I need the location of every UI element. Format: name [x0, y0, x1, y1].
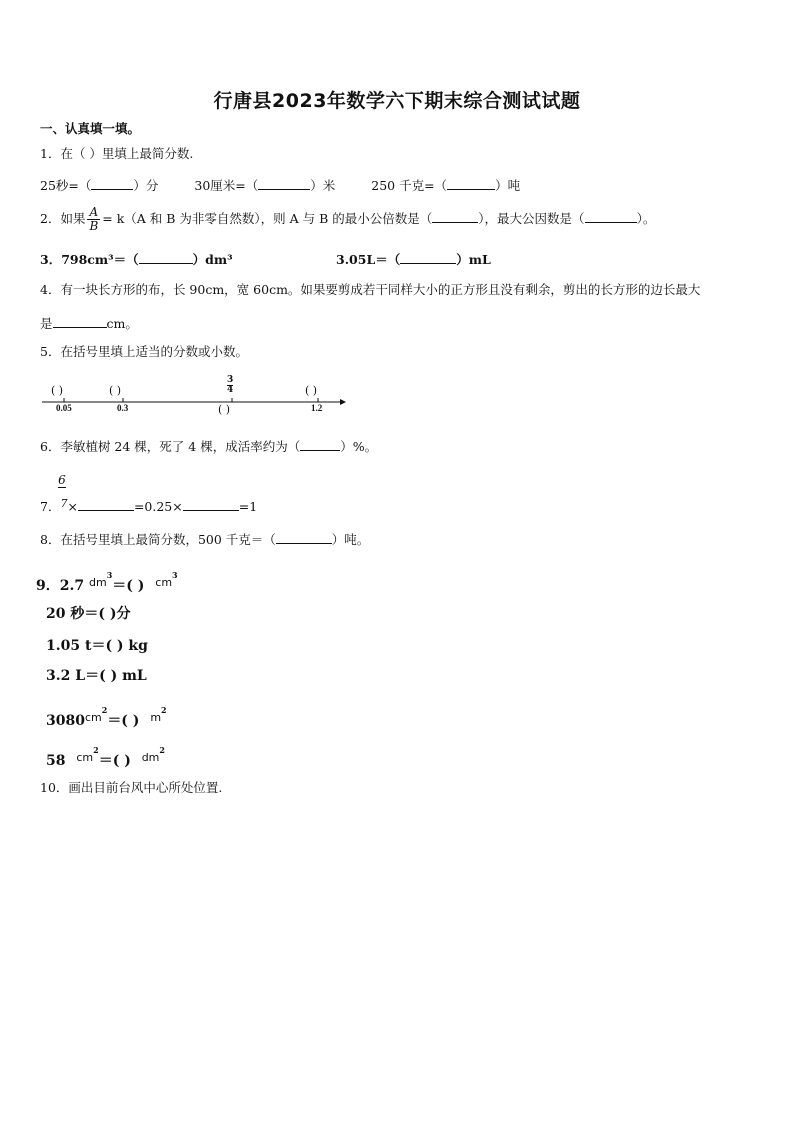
question-4: 4．有一块长方形的布，长 90cm，宽 60cm。如果要剪成若干同样大小的正方形且没有剩余，剪出的长方形的边长最大 — [40, 282, 701, 297]
question-6: 6．李敏植树 24 棵，死了 4 棵，成活率约为（ ）%。 — [40, 439, 378, 454]
number-line-blank[interactable]: ( ) — [218, 403, 231, 416]
question-9-line: 58 $^{cm2}$＝( ) $^{dm2}$ — [46, 745, 165, 769]
answer-blank[interactable] — [91, 176, 133, 190]
fraction: 6 — [58, 473, 66, 487]
question-8: 8．在括号里填上最简分数，500 千克＝（ ）吨。 — [40, 532, 370, 547]
question-10: 10．画出目前台风中心所处位置. — [40, 780, 223, 795]
question-9-line: $3080^{cm2}=$( ) $^{m2}$ — [46, 705, 167, 729]
number-line-blank[interactable]: ( ) — [305, 384, 318, 397]
question-9-line: 1.05 t＝( ) kg — [46, 638, 148, 654]
answer-blank[interactable] — [78, 497, 134, 511]
question-5: 5．在括号里填上适当的分数或小数。 — [40, 344, 248, 359]
question-7: 7．7× =0.25× =1 — [40, 497, 258, 514]
number-line-blank[interactable]: ( ) — [51, 384, 64, 397]
answer-blank[interactable]: ＝( ) — [98, 753, 131, 769]
question-4-answer: 是 cm。 — [40, 316, 138, 331]
question-3b: 3.05L＝（ ）mL — [336, 252, 491, 267]
section-heading: 一、认真填一填。 — [40, 121, 141, 136]
answer-blank[interactable]: ＝( ) — [112, 578, 145, 594]
answer-blank[interactable] — [432, 209, 478, 223]
question-1: 1．在（ ）里填上最简分数. — [40, 146, 194, 161]
tick-label: 0.3 — [117, 403, 129, 413]
number-line-blank[interactable]: ( ) — [109, 384, 122, 397]
tick-label: 1.2 — [311, 403, 323, 413]
arrow-icon — [340, 399, 346, 405]
fraction: $\frac{A}{B}$ — [89, 205, 99, 233]
question-3: 3．798cm³＝（ ）dm³ — [40, 252, 233, 267]
page-title: 行唐县2023年数学六下期末综合测试试题 — [213, 90, 581, 112]
question-2: 2．如果 $\frac{A}{B}$ = k（A 和 B 为非零自然数），则 A 与 B 的最小公倍数是（ ），最大公因数是（ ）。 — [40, 205, 656, 233]
answer-blank[interactable] — [400, 250, 456, 264]
question-9-line: 20 秒＝( )分 — [46, 606, 131, 622]
question-1-blanks: 25秒=（ ）分 30厘米=（ ）米 250 千克=（ ）吨 — [40, 178, 521, 193]
question-9-line: 3.2 L＝( ) mL — [46, 668, 147, 684]
answer-blank[interactable] — [53, 314, 107, 328]
answer-blank[interactable] — [585, 209, 637, 223]
tick-label: 0.05 — [56, 403, 72, 413]
answer-blank[interactable] — [447, 176, 495, 190]
answer-blank[interactable] — [139, 250, 193, 264]
answer-blank[interactable] — [276, 530, 332, 544]
question-9: 9．2.7 $^{dm3}$＝( ) $^{cm3}$ — [36, 570, 178, 594]
answer-blank[interactable] — [258, 176, 310, 190]
answer-blank[interactable] — [300, 437, 340, 451]
answer-blank[interactable] — [183, 497, 239, 511]
answer-blank[interactable]: ＝( ) — [107, 713, 140, 729]
fraction-label: 3 4 — [227, 375, 234, 395]
